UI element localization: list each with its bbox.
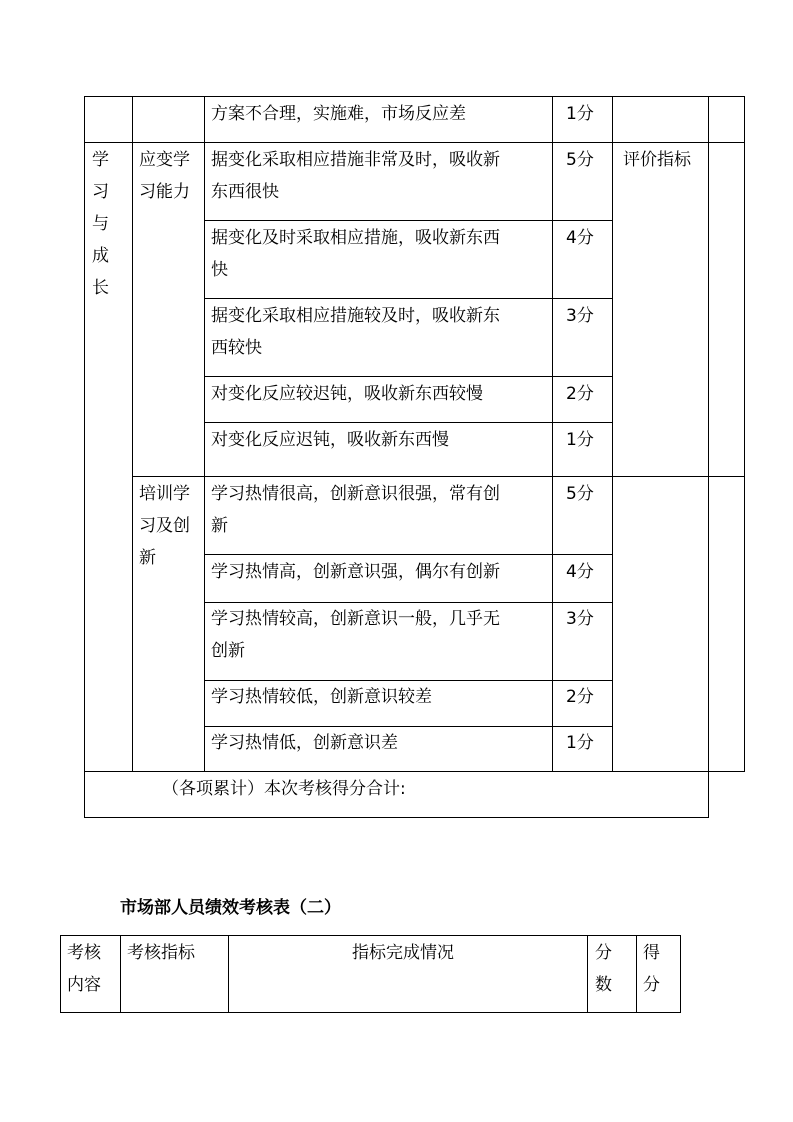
table-border — [552, 96, 553, 772]
indicator-label: 新 — [139, 548, 156, 568]
table-border — [228, 935, 229, 1013]
header-content: 内容 — [67, 975, 101, 995]
criterion-text: 据变化采取相应措施非常及时，吸收新 — [211, 150, 500, 170]
table-2-title: 市场部人员绩效考核表（二） — [120, 898, 341, 918]
score-value: 4分 — [566, 562, 594, 582]
header-score: 分 — [643, 975, 660, 995]
criterion-text: 据变化采取相应措施较及时，吸收新东 — [211, 306, 500, 326]
criterion-text: 学习热情较低，创新意识较差 — [211, 687, 432, 707]
criterion-text: 学习热情较高，创新意识一般，几乎无 — [211, 609, 500, 629]
indicator-label: 应变学 — [139, 150, 190, 170]
total-score-label: （各项累计）本次考核得分合计: — [162, 779, 406, 799]
table-border — [680, 935, 681, 1013]
table-border — [204, 96, 205, 772]
criterion-text: 创新 — [211, 641, 245, 661]
table-border — [132, 96, 133, 772]
criterion-text: 东西很快 — [211, 182, 279, 202]
header-indicator: 考核指标 — [127, 943, 195, 963]
indicator-label: 习能力 — [139, 182, 190, 202]
category-label: 学 — [92, 150, 109, 170]
criterion-text: 新 — [211, 516, 228, 536]
criterion-text: 方案不合理，实施难，市场反应差 — [211, 104, 466, 124]
score-value: 5分 — [566, 150, 594, 170]
criterion-text: 学习热情高，创新意识强，偶尔有创新 — [211, 562, 500, 582]
score-value: 5分 — [566, 484, 594, 504]
category-label: 习 — [92, 182, 109, 202]
table-border — [612, 96, 613, 772]
table-border — [84, 96, 745, 97]
header-points: 分 — [595, 943, 612, 963]
category-label: 与 — [92, 214, 109, 234]
indicator-label: 习及创 — [139, 516, 190, 536]
criterion-text: 学习热情低，创新意识差 — [211, 733, 398, 753]
indicator-label: 培训学 — [139, 484, 190, 504]
score-value: 3分 — [566, 306, 594, 326]
criterion-text: 对变化反应较迟钝，吸收新东西较慢 — [211, 384, 483, 404]
score-value: 1分 — [566, 104, 594, 124]
header-completion: 指标完成情况 — [352, 943, 454, 963]
score-value: 1分 — [566, 430, 594, 450]
score-value: 1分 — [566, 733, 594, 753]
criterion-text: 学习热情很高，创新意识很强，常有创 — [211, 484, 500, 504]
table-border — [84, 771, 745, 772]
table-border — [60, 935, 61, 1013]
evaluation-label: 评价指标 — [623, 150, 691, 170]
table-border — [636, 935, 637, 1013]
header-points: 数 — [595, 975, 612, 995]
table-border — [708, 96, 709, 818]
table-border — [120, 935, 121, 1013]
criterion-text: 西较快 — [211, 338, 262, 358]
header-score: 得 — [643, 943, 660, 963]
criterion-text: 据变化及时采取相应措施，吸收新东西 — [211, 228, 500, 248]
table-border — [744, 96, 745, 772]
table-border — [84, 142, 745, 143]
score-value: 4分 — [566, 228, 594, 248]
criterion-text: 快 — [211, 260, 228, 280]
table-border — [84, 817, 709, 818]
criterion-text: 对变化反应迟钝，吸收新东西慢 — [211, 430, 449, 450]
score-value: 2分 — [566, 687, 594, 707]
header-content: 考核 — [67, 943, 101, 963]
table-border — [84, 96, 85, 818]
table-border — [587, 935, 588, 1013]
category-label: 长 — [92, 278, 109, 298]
score-value: 3分 — [566, 609, 594, 629]
table-border — [132, 476, 745, 477]
category-label: 成 — [92, 246, 109, 266]
score-value: 2分 — [566, 384, 594, 404]
